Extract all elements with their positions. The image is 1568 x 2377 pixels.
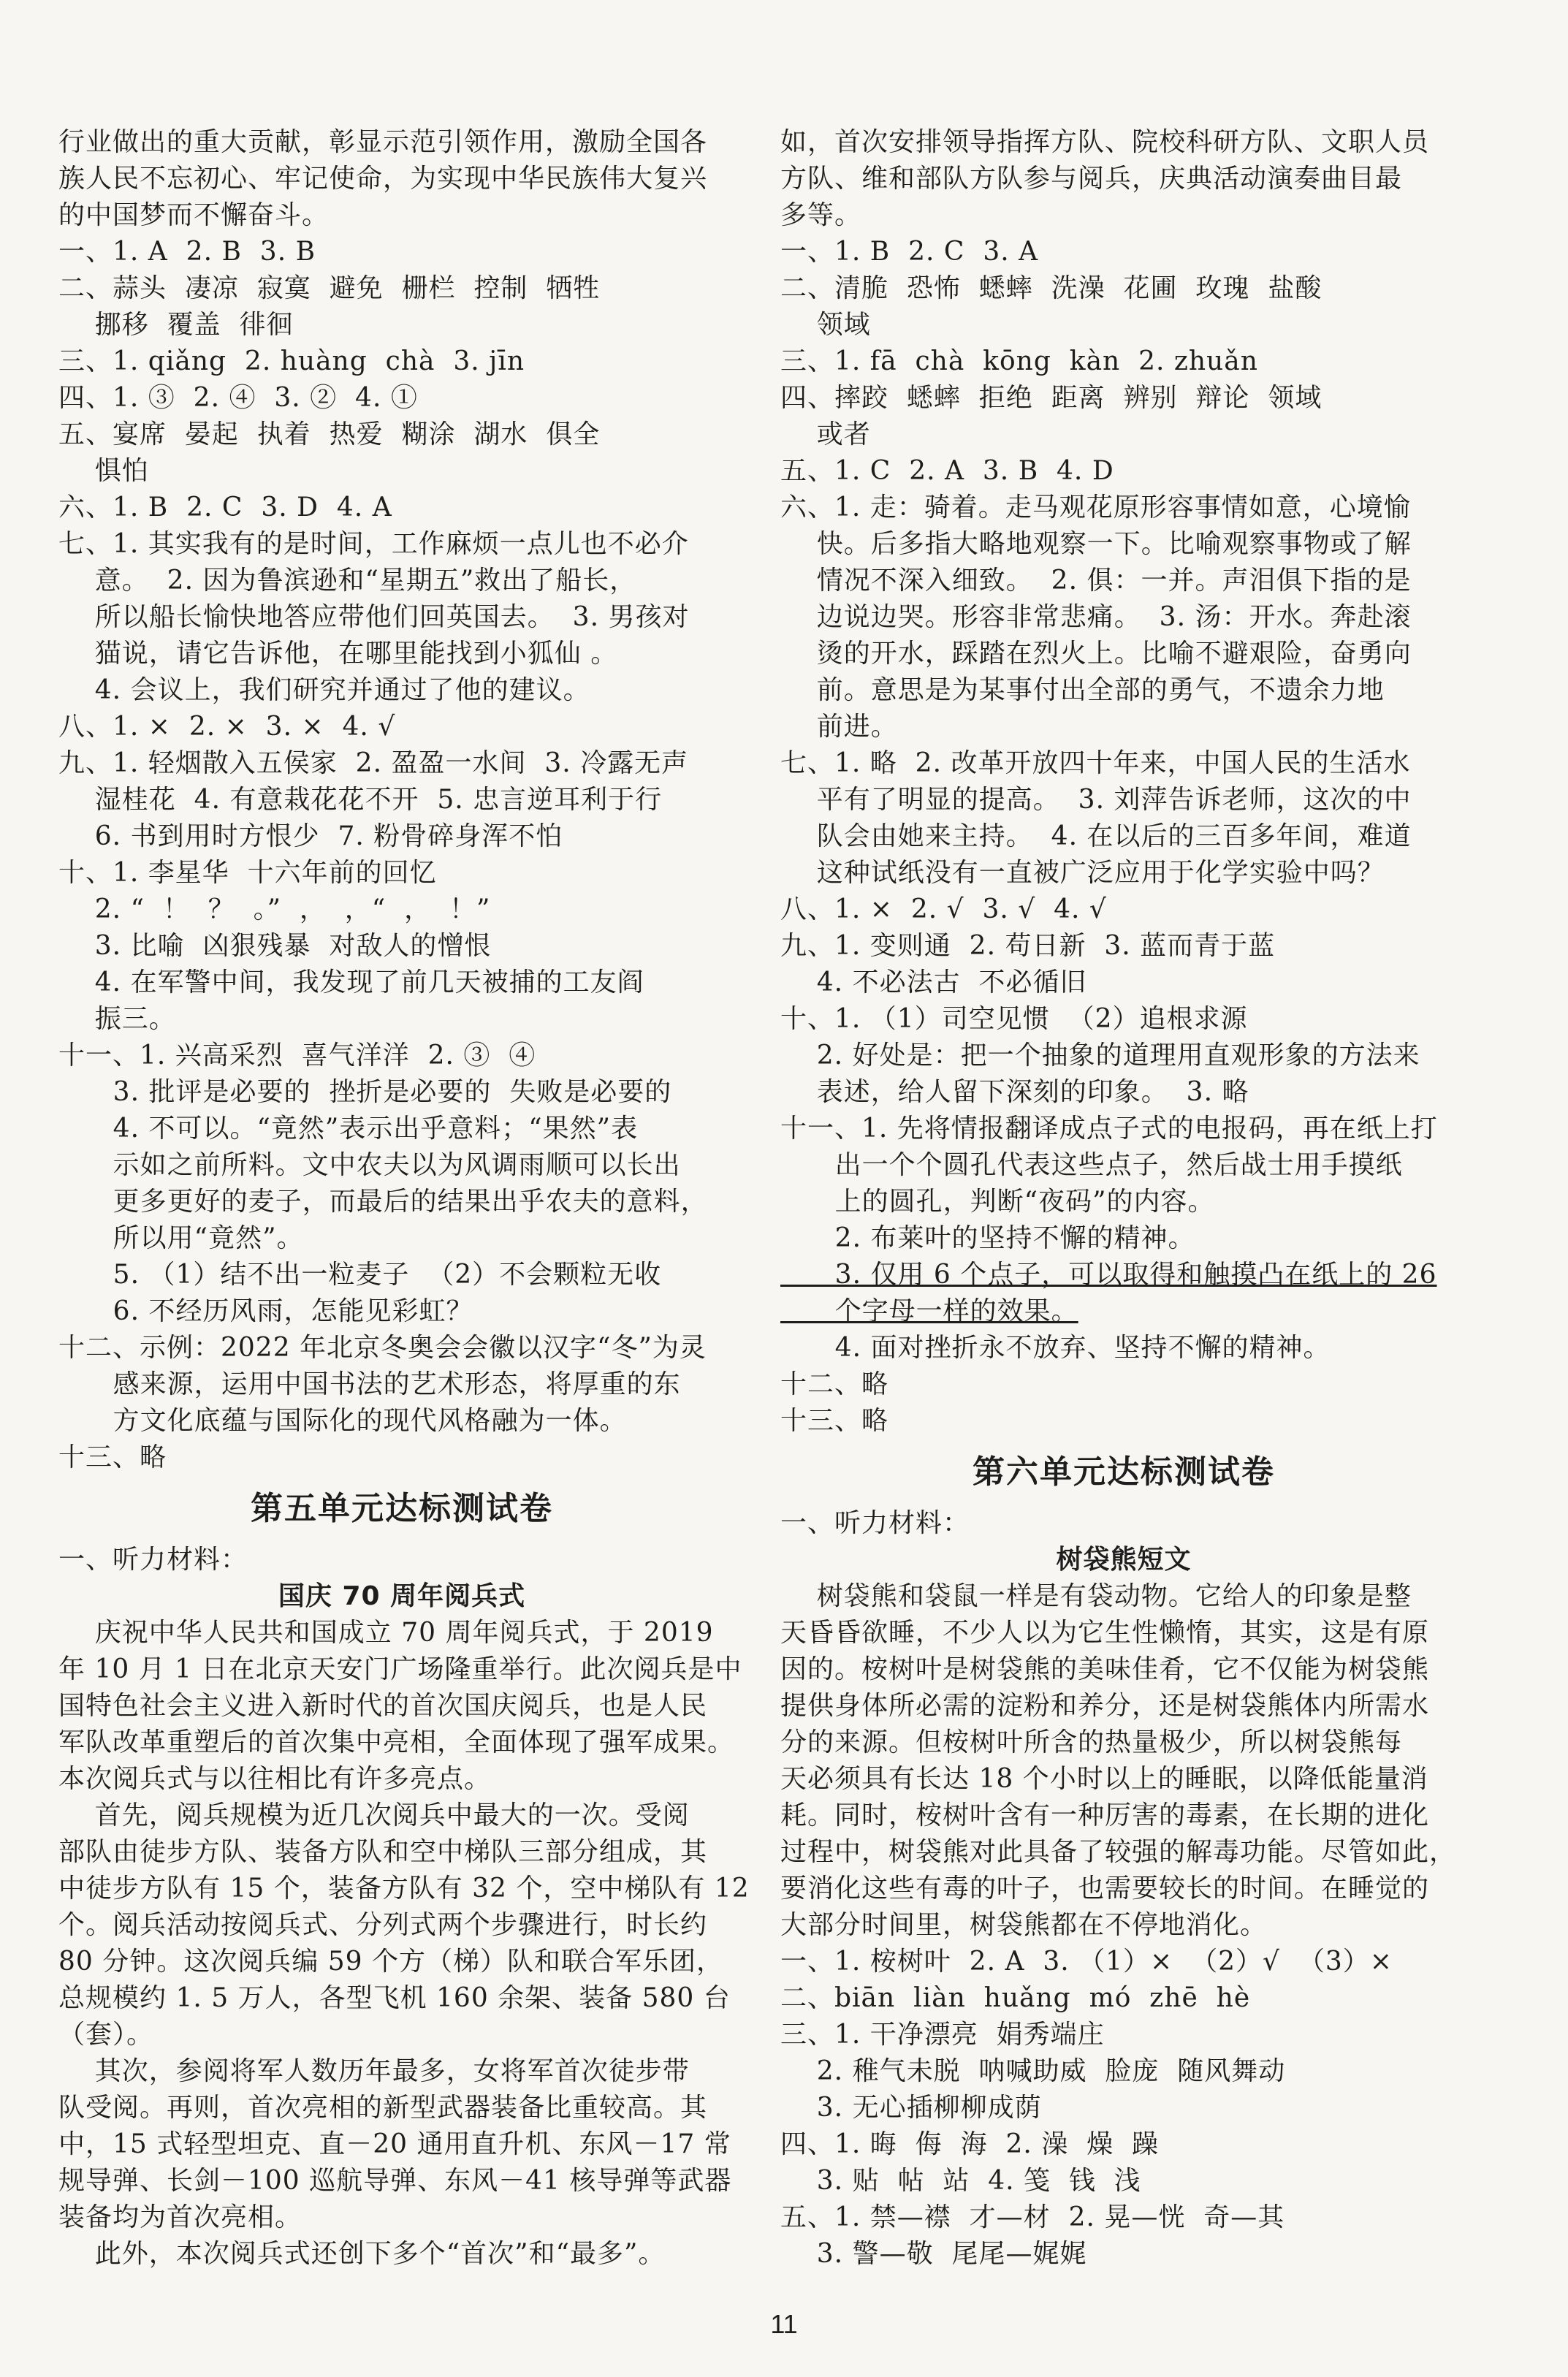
text-line: 二、蒜头 凄凉 寂寞 避免 栅栏 控制 牺牲	[58, 273, 601, 303]
text-line: 快。后多指大略地观察一下。比喻观察事物或了解	[780, 529, 1412, 559]
section-title: 第六单元达标测试卷	[973, 1453, 1275, 1491]
text-line: 4. 不必法古 不必循旧	[780, 967, 1087, 997]
text-line: 十三、略	[58, 1442, 167, 1472]
text-line: 本次阅兵式与以往相比有许多亮点。	[58, 1764, 492, 1794]
text-line: 上的圆孔，判断“夜码”的内容。	[780, 1187, 1215, 1217]
text-line: 树袋熊和袋鼠一样是有袋动物。它给人的印象是整	[780, 1581, 1412, 1611]
text-line: 分的来源。但桉树叶所含的热量极少，所以树袋熊每	[780, 1727, 1403, 1757]
text-line: 四、1. 晦 侮 海 2. 澡 燥 躁	[780, 2129, 1160, 2159]
text-line: 二、biān liàn huǎng mó zhē hè	[780, 1983, 1251, 2013]
text-line: 军队改革重塑后的首次集中亮相，全面体现了强军成果。	[58, 1727, 735, 1757]
text-line: 领域	[780, 310, 871, 340]
text-line: 个字母一样的效果。	[780, 1296, 1078, 1326]
text-line: 四、摔跤 蟋蟀 拒绝 距离 辨别 辩论 领域	[780, 383, 1322, 413]
page-number: 11	[770, 2309, 798, 2339]
text-line: 一、1. A 2. B 3. B	[58, 237, 316, 267]
text-line: 如，首次安排领导指挥方队、院校科研方队、文职人员	[780, 127, 1430, 157]
text-line: 2. 好处是：把一个抽象的道理用直观形象的方法来	[780, 1041, 1420, 1070]
text-line: 的中国梦而不懈奋斗。	[58, 200, 330, 230]
text-line: 部队由徒步方队、装备方队和空中梯队三部分组成，其	[58, 1837, 708, 1867]
text-line: 五、1. C 2. A 3. B 4. D	[780, 456, 1114, 486]
text-line: 十二、略	[780, 1369, 889, 1399]
text-line: 国特色社会主义进入新时代的首次国庆阅兵，也是人民	[58, 1691, 708, 1721]
text-line: 平有了明显的提高。 3. 刘萍告诉老师，这次的中	[780, 785, 1412, 815]
text-line: 情况不深入细致。 2. 俱：一并。声泪俱下指的是	[780, 566, 1412, 596]
text-line: 2. 稚气未脱 呐喊助威 脸庞 随风舞动	[780, 2056, 1286, 2086]
text-line: 队受阅。再则，首次亮相的新型武器装备比重较高。其	[58, 2093, 708, 2123]
text-line: 十三、略	[780, 1406, 889, 1436]
text-line: 五、1. 禁—襟 才—材 2. 晃—恍 奇—其	[780, 2202, 1285, 2232]
text-line: 4. 不可以。“竟然”表示出乎意料；“果然”表	[58, 1114, 639, 1144]
text-line: 八、1. × 2. × 3. × 4. √	[58, 712, 396, 742]
text-line: 四、1. ③ 2. ④ 3. ② 4. ①	[58, 383, 418, 413]
text-line: 3. 无心插柳柳成荫	[780, 2093, 1042, 2123]
text-line: 所以船长愉快地答应带他们回英国去。 3. 男孩对	[58, 602, 690, 632]
text-line: 80 分钟。这次阅兵编 59 个方（梯）队和联合军乐团，	[58, 1947, 723, 1977]
text-line: 九、1. 变则通 2. 苟日新 3. 蓝而青于蓝	[780, 931, 1276, 961]
text-line: 三、1. 干净漂亮 娟秀端庄	[780, 2020, 1105, 2050]
text-line: 过程中，树袋熊对此具备了较强的解毒功能。尽管如此，	[780, 1837, 1457, 1867]
text-line: 一、听力材料：	[780, 1508, 970, 1538]
text-line: 所以用“竟然”。	[58, 1223, 304, 1253]
text-line: 九、1. 轻烟散入五侯家 2. 盈盈一水间 3. 冷露无声	[58, 748, 689, 778]
text-line: 这种试纸没有一直被广泛应用于化学实验中吗？	[780, 858, 1385, 888]
text-line: 方文化底蕴与国际化的现代风格融为一体。	[58, 1406, 627, 1436]
text-line: 3. 比喻 凶狠残暴 对敌人的憎恨	[58, 931, 492, 961]
text-line: 一、听力材料：	[58, 1545, 248, 1575]
text-line: 五、宴席 晏起 执着 热爱 糊涂 湖水 俱全	[58, 419, 601, 449]
text-line: 示如之前所料。文中农夫以为风调雨顺可以长出	[58, 1150, 681, 1180]
text-line: 4. 会议上，我们研究并通过了他的建议。	[58, 675, 590, 705]
text-line: 八、1. × 2. √ 3. √ 4. √	[780, 894, 1107, 924]
text-line: 提供身体所必需的淀粉和养分，还是树袋熊体内所需水	[780, 1691, 1430, 1721]
text-line: 或者	[780, 419, 871, 449]
text-line: 振三。	[58, 1004, 176, 1034]
text-line: 首先，阅兵规模为近几次阅兵中最大的一次。受阅	[58, 1800, 690, 1830]
text-line: 年 10 月 1 日在北京天安门广场隆重举行。此次阅兵是中	[58, 1654, 742, 1684]
text-line: 2. 布莱叶的坚持不懈的精神。	[780, 1223, 1195, 1253]
left-column	[58, 124, 750, 2273]
text-line: 十二、示例：2022 年北京冬奥会会徽以汉字“冬”为灵	[58, 1333, 707, 1363]
right-column	[780, 124, 1467, 2273]
text-line: 5. （1）结不出一粒麦子 （2）不会颗粒无收	[58, 1260, 662, 1290]
text-line: 一、1. 桉树叶 2. A 3. （1）× （2）√ （3）×	[780, 1947, 1393, 1977]
text-line: 三、1. fā chà kōng kàn 2. zhuǎn	[780, 346, 1258, 376]
text-line: 3. 批评是必要的 挫折是必要的 失败是必要的	[58, 1077, 672, 1107]
text-line: 烫的开水，踩踏在烈火上。比喻不避艰险，奋勇向	[780, 639, 1412, 669]
text-line: 多等。	[780, 200, 862, 230]
text-line: 3. 仅用 6 个点子，可以取得和触摸凸在纸上的 26	[780, 1260, 1437, 1290]
text-line: 边说边哭。形容非常悲痛。 3. 汤：开水。奔赴滚	[780, 602, 1412, 632]
text-line: 大部分时间里，树袋熊都在不停地消化。	[780, 1910, 1268, 1940]
text-line: 3. 贴 帖 站 4. 笺 钱 浅	[780, 2166, 1141, 2196]
text-line: 6. 书到用时方恨少 7. 粉骨碎身浑不怕	[58, 821, 563, 851]
text-line: 规导弹、长剑－100 巡航导弹、东风－41 核导弹等武器	[58, 2166, 732, 2196]
text-line: 耗。同时，桉树叶含有一种厉害的毒素，在长期的进化	[780, 1800, 1430, 1830]
text-line: 庆祝中华人民共和国成立 70 周年阅兵式，于 2019	[58, 1618, 714, 1648]
text-line: 三、1. qiǎng 2. huàng chà 3. jīn	[58, 346, 525, 376]
text-line: 因的。桉树叶是树袋熊的美味佳肴，它不仅能为树袋熊	[780, 1654, 1430, 1684]
text-line: （套）。	[58, 2020, 154, 2050]
text-line: 队会由她来主持。 4. 在以后的三百多年间，难道	[780, 821, 1412, 851]
text-line: 六、1. B 2. C 3. D 4. A	[58, 492, 392, 522]
text-line: 十、1. （1）司空见惯 （2）追根求源	[780, 1004, 1248, 1034]
text-line: 感来源，运用中国书法的艺术形态，将厚重的东	[58, 1369, 681, 1399]
text-line: 出一个个圆孔代表这些点子，然后战士用手摸纸	[780, 1150, 1403, 1180]
text-line: 惧怕	[58, 456, 149, 486]
text-line: 表述，给人留下深刻的印象。 3. 略	[780, 1077, 1249, 1107]
text-line: 装备均为首次亮相。	[58, 2202, 302, 2232]
text-line: 前。意思是为某事付出全部的勇气，不遗余力地	[780, 675, 1385, 705]
text-line: 十、1. 李星华 十六年前的回忆	[58, 858, 437, 888]
article-title: 树袋熊短文	[1056, 1545, 1192, 1575]
text-line: 意。 2. 因为鲁滨逊和“星期五”救出了船长，	[58, 566, 637, 596]
text-line: 更多更好的麦子，而最后的结果出乎农夫的意料，	[58, 1187, 708, 1217]
article-title: 国庆 70 周年阅兵式	[278, 1581, 526, 1611]
text-line: 2. “ ！ ？ 。” ， ，“ ， ！”	[58, 894, 491, 924]
text-line: 前进。	[780, 712, 898, 742]
text-line: 七、1. 其实我有的是时间，工作麻烦一点儿也不必介	[58, 529, 689, 559]
text-line: 二、清脆 恐怖 蟋蟀 洗澡 花圃 玫瑰 盐酸	[780, 273, 1322, 303]
text-line: 个。阅兵活动按阅兵式、分列式两个步骤进行，时长约	[58, 1910, 708, 1940]
text-line: 其次，参阅将军人数历年最多，女将军首次徒步带	[58, 2056, 690, 2086]
text-line: 七、1. 略 2. 改革开放四十年来，中国人民的生活水	[780, 748, 1411, 778]
text-line: 4. 在军警中间，我发现了前几天被捕的工友阎	[58, 967, 644, 997]
text-line: 湿桂花 4. 有意栽花花不开 5. 忠言逆耳利于行	[58, 785, 663, 815]
section-title: 第五单元达标测试卷	[251, 1490, 553, 1527]
text-line: 天昏昏欲睡，不少人以为它生性懒惰，其实，这是有原	[780, 1618, 1430, 1648]
text-line: 十一、1. 兴高采烈 喜气洋洋 2. ③ ④	[58, 1041, 536, 1070]
text-line: 一、1. B 2. C 3. A	[780, 237, 1039, 267]
text-line: 十一、1. 先将情报翻译成点子式的电报码，再在纸上打	[780, 1114, 1438, 1144]
text-line: 中，15 式轻型坦克、直－20 通用直升机、东风－17 常	[58, 2129, 731, 2159]
text-line: 6. 不经历风雨，怎能见彩虹？	[58, 1296, 473, 1326]
text-line: 天必须具有长达 18 个小时以上的睡眠，以降低能量消	[780, 1764, 1428, 1794]
text-line: 3. 警—敬 尾尾—娓娓	[780, 2239, 1087, 2269]
text-line: 要消化这些有毒的叶子，也需要较长的时间。在睡觉的	[780, 1874, 1430, 1903]
text-line: 中徒步方队有 15 个，装备方队有 32 个，空中梯队有 12	[58, 1874, 750, 1903]
text-line: 此外，本次阅兵式还创下多个“首次”和“最多”。	[58, 2239, 666, 2269]
text-line: 方队、维和部队方队参与阅兵，庆典活动演奏曲目最	[780, 164, 1403, 194]
text-line: 行业做出的重大贡献，彰显示范引领作用，激励全国各	[58, 127, 708, 157]
text-line: 六、1. 走：骑着。走马观花原形容事情如意，心境愉	[780, 492, 1411, 522]
text-line: 猫说，请它告诉他，在哪里能找到小狐仙 。	[58, 639, 618, 669]
text-line: 挪移 覆盖 徘徊	[58, 310, 294, 340]
text-line: 族人民不忘初心、牢记使命，为实现中华民族伟大复兴	[58, 164, 708, 194]
text-line: 总规模约 1. 5 万人，各型飞机 160 余架、装备 580 台	[58, 1983, 731, 2013]
text-line: 4. 面对挫折永不放弃、坚持不懈的精神。	[780, 1333, 1331, 1363]
